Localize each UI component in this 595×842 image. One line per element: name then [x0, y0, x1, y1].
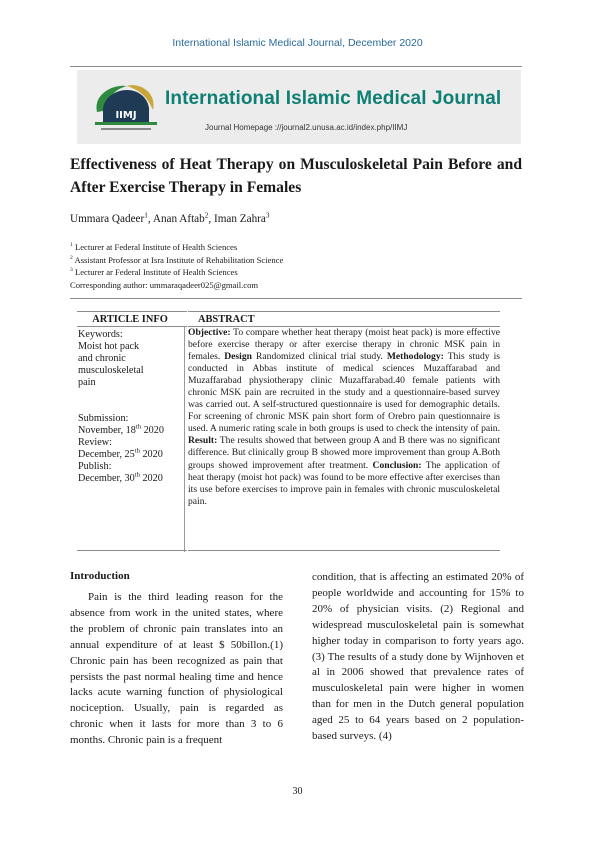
keyword-line: musculoskeletal: [78, 365, 144, 376]
abstract-text: Objective: To compare whether heat therapy (moist heat pack) is more effective before exercise therapy or after exercise therapy in chronic MSK pain in females. Design Randomized clinical trial study. Methodology: This study is conducted in Abbas institute of medical sciences Muzaffarabad and Muzaffarabad physiotherapy clinic Muzaffarabad.40 female patients with chronic MSK pain are recruited in the study and a questionnaire-based survey was carried out. A self-structured questionnaire is used for demographic details. For screening of chronic MSK pain short form of Orebro pain questionnaire is used. A numeric rating scale in both groups is used to check the intensity of pain. Result: The results showed that between group A and B there was no significant difference. But clinically group B showed more improvement than group A.Both groups showed improvement after treatment. Conclusion: The application of heat therapy (moist hot pack) was found to be more effective after exercises than its use before exercises to improve pain in females with chronic musculoskeletal pain.: [188, 327, 500, 507]
affiliation-item: $^3$ Lecturer ar Federal Institute of Health Sciences: [70, 267, 238, 277]
author-name: Iman Zahra: [213, 213, 266, 225]
info-head-rule: [77, 311, 187, 312]
keyword-line: and chronic: [78, 353, 126, 364]
page-number: 30: [292, 786, 303, 797]
affiliations: [70, 241, 283, 291]
running-head: International Islamic Medical Journal, December 2020: [172, 37, 423, 49]
abstract-bottom-rule: [188, 550, 500, 551]
journal-logo: [83, 78, 165, 138]
journal-banner: [77, 70, 521, 144]
introduction-heading: Introduction: [70, 570, 130, 582]
column-divider: [184, 327, 185, 552]
article-info-panel: [78, 329, 182, 485]
publish-label: Publish:: [78, 461, 112, 472]
keyword-line: pain: [78, 377, 96, 388]
info-bottom-rule: [77, 550, 187, 551]
affiliation-item: $^1$ Lecturer at Federal Institute of Health Sciences: [70, 242, 238, 252]
affiliation-item: $^2$ Assistant Professor at Isra Institute of Rehabilitation Science: [70, 254, 284, 265]
intro-paragraph: condition, that is affecting an estimated 20% of people worldwide and accounting for 15% to 20% of physician visits. (2) Regional and widespread musculoskeletal pain is somewhat higher today in comparison to forty years ago. (3) The results of a study done by Wijnhoven et al in 2006 showed that prevalence rates of musculoskeletal pain were higher in women than for men in the Dutch general population aged 25 to 64 years based on 2 population-based surveys. (4): [312, 571, 524, 743]
abstract-head-rule: [188, 311, 500, 312]
author-list: Ummara Qadeer$^1$, Anan Aftab$^2$, Iman Zahra$^3$: [70, 211, 270, 225]
keywords-label: Keywords:: [78, 329, 123, 340]
review-date: December, 25th 2020: [78, 447, 163, 460]
intro-right-column: [312, 570, 524, 745]
intro-paragraph: Pain is the third leading reason for the absence from work in the united states, where the problem of chronic pain translates into an annual expenditure of at least $ 50billon.(1) Chronic pain has been recognized as pain that persists the past normal healing time and hence lacks acute warning function of physiological nociception. Usually, pain is regarded as chronic when it lasts for more than 3 to 6 months. Chronic pain is a frequent: [70, 591, 283, 747]
author-sup: 3: [265, 211, 270, 220]
author-sup: 2: [204, 211, 209, 220]
keyword-line: Moist hot pack: [78, 341, 140, 352]
section-rule-top: [70, 298, 522, 299]
logo-text: IIMJ: [115, 110, 137, 121]
journal-title: International Islamic Medical Journal: [165, 88, 502, 109]
publish-date: December, 30th 2020: [78, 471, 163, 484]
article-info-heading: ARTICLE INFO: [92, 314, 168, 325]
corresponding-author: Corresponding author: ummaraqadeer025@gmail.com: [70, 279, 259, 290]
article-title: Effectiveness of Heat Therapy on Musculoskeletal Pain Before and After Exercise Therapy in Females: [70, 156, 522, 196]
author-name: Ummara Qadeer: [70, 213, 145, 225]
intro-left-column: [70, 590, 283, 749]
author-name: Anan Aftab: [152, 213, 205, 225]
submission-label: Submission:: [78, 413, 129, 424]
author-sup: 1: [144, 211, 148, 220]
review-label: Review:: [78, 437, 112, 448]
abstract-heading: ABSTRACT: [198, 314, 255, 325]
info-head-rule-bottom: [77, 326, 187, 327]
submission-date: November, 18th 2020: [78, 423, 164, 436]
header-rule: [70, 66, 522, 67]
journal-homepage: Journal Homepage ://journal2.unusa.ac.id/index.php/IIMJ: [205, 123, 408, 132]
